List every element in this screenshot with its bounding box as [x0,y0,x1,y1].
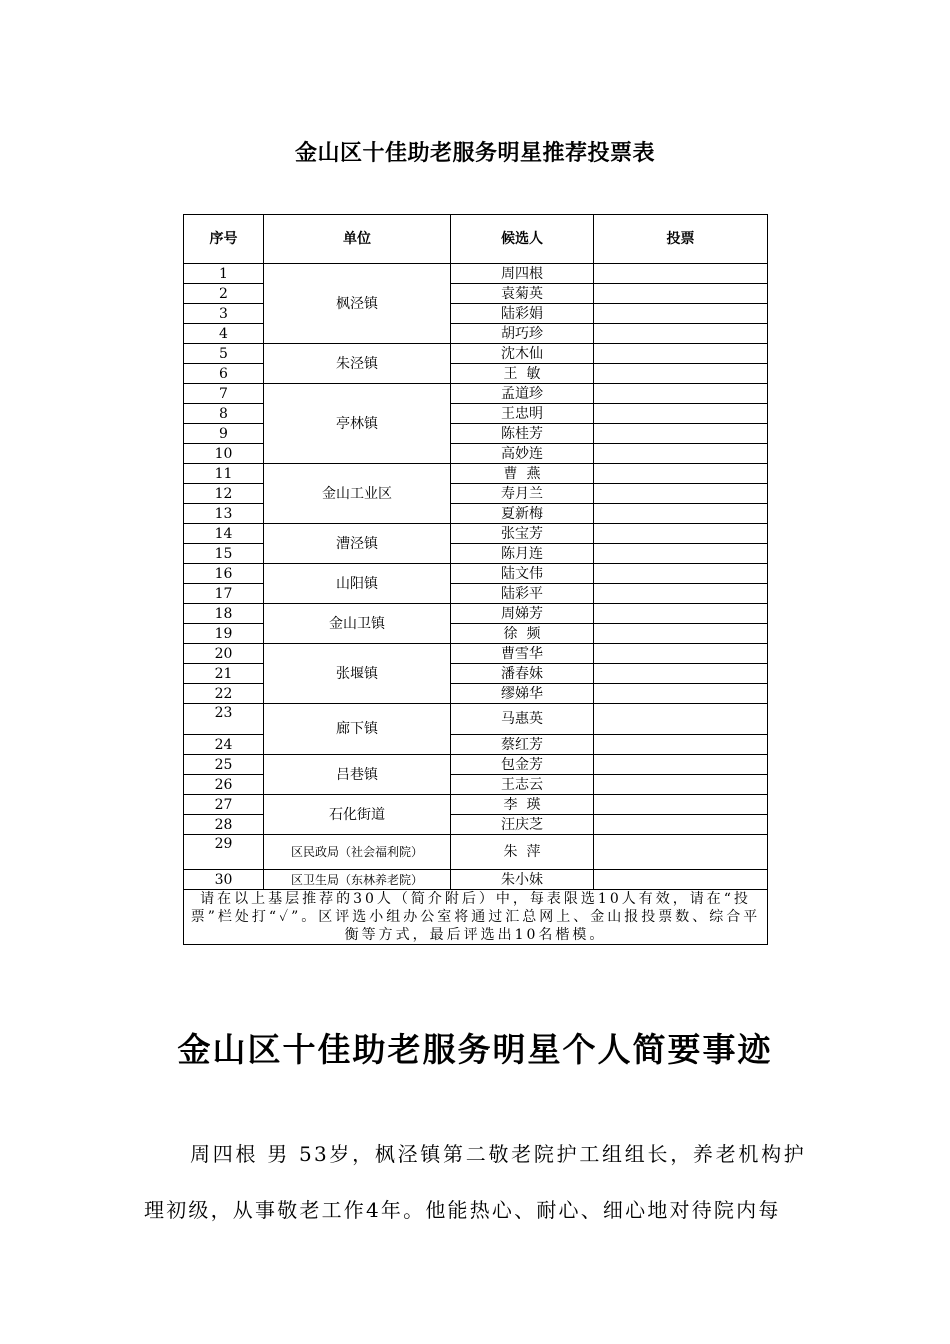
section-title: 金山区十佳助老服务明星个人简要事迹 [177,1030,773,1069]
row-index: 5 [184,344,264,364]
candidate-name: 朱小妹 [451,870,594,890]
candidate-name: 周四根 [451,264,594,284]
candidate-name: 汪庆芝 [451,815,594,835]
candidate-name: 包金芳 [451,755,594,775]
vote-cell[interactable] [594,504,768,524]
vote-cell[interactable] [594,304,768,324]
vote-cell[interactable] [594,484,768,504]
row-index: 15 [184,544,264,564]
row-index: 14 [184,524,264,544]
vote-table [183,214,768,945]
candidate-name: 周娣芳 [451,604,594,624]
candidate-name: 朱 萍 [451,835,594,870]
row-index: 28 [184,815,264,835]
vote-cell[interactable] [594,564,768,584]
unit-cell: 枫泾镇 [264,264,451,344]
row-index: 27 [184,795,264,815]
row-index: 23 [184,704,264,735]
table-row [184,344,768,364]
table-note: 请在以上基层推荐的30人（简介附后）中，每表限选10人有效，请在“投票”栏处打“✓”。区评选小组办公室将通过汇总网上、金山报投票数、综合平衡等方式，最后评选出10名楷模。 [184,890,768,945]
row-index: 4 [184,324,264,344]
vote-cell[interactable] [594,795,768,815]
header-index: 序号 [184,215,264,264]
vote-cell[interactable] [594,364,768,384]
unit-cell: 亭林镇 [264,384,451,464]
row-index: 29 [184,835,264,870]
row-index: 30 [184,870,264,890]
candidate-name: 寿月兰 [451,484,594,504]
candidate-name: 曹雪华 [451,644,594,664]
row-index: 18 [184,604,264,624]
row-index: 2 [184,284,264,304]
vote-cell[interactable] [594,644,768,664]
row-index: 17 [184,584,264,604]
vote-cell[interactable] [594,404,768,424]
candidate-name: 袁菊英 [451,284,594,304]
candidate-name: 张宝芳 [451,524,594,544]
table-row [184,795,768,815]
table-row [184,704,768,735]
table-header-row [184,215,768,264]
row-index: 20 [184,644,264,664]
unit-cell: 廊下镇 [264,704,451,755]
vote-cell[interactable] [594,444,768,464]
unit-cell: 区民政局（社会福利院） [264,835,451,870]
vote-cell[interactable] [594,835,768,870]
row-index: 9 [184,424,264,444]
vote-cell[interactable] [594,870,768,890]
row-index: 8 [184,404,264,424]
candidate-name: 缪娣华 [451,684,594,704]
vote-cell[interactable] [594,815,768,835]
candidate-name: 徐 频 [451,624,594,644]
candidate-name: 陆彩平 [451,584,594,604]
table-row [184,644,768,664]
candidate-name: 王忠明 [451,404,594,424]
candidate-name: 夏新梅 [451,504,594,524]
vote-cell[interactable] [594,384,768,404]
vote-cell[interactable] [594,664,768,684]
row-index: 16 [184,564,264,584]
candidate-name: 陈月连 [451,544,594,564]
row-index: 7 [184,384,264,404]
row-index: 26 [184,775,264,795]
unit-cell: 吕巷镇 [264,755,451,795]
candidate-name: 王志云 [451,775,594,795]
unit-cell: 石化街道 [264,795,451,835]
row-index: 1 [184,264,264,284]
table-row [184,564,768,584]
candidate-name: 陆彩娟 [451,304,594,324]
row-index: 3 [184,304,264,324]
biography-paragraph: 周四根 男 53岁，枫泾镇第二敬老院护工组组长，养老机构护理初级，从事敬老工作4年。他能热心、耐心、细心地对待院内每 [144,1142,806,1222]
vote-cell[interactable] [594,464,768,484]
table-row [184,524,768,544]
vote-cell[interactable] [594,424,768,444]
table-row [184,755,768,775]
candidate-name: 陆文伟 [451,564,594,584]
vote-cell[interactable] [594,344,768,364]
vote-cell[interactable] [594,775,768,795]
header-candidate: 候选人 [451,215,594,264]
row-index: 12 [184,484,264,504]
unit-cell: 张堰镇 [264,644,451,704]
vote-cell[interactable] [594,604,768,624]
row-index: 6 [184,364,264,384]
vote-cell[interactable] [594,544,768,564]
vote-cell[interactable] [594,704,768,735]
candidate-name: 孟道珍 [451,384,594,404]
page-title: 金山区十佳助老服务明星推荐投票表 [294,140,655,166]
unit-cell: 区卫生局（东林养老院） [264,870,451,890]
row-index: 24 [184,735,264,755]
vote-cell[interactable] [594,624,768,644]
candidate-name: 高妙连 [451,444,594,464]
candidate-name: 李 瑛 [451,795,594,815]
candidate-name: 马惠英 [451,704,594,735]
candidate-name: 曹 燕 [451,464,594,484]
vote-cell[interactable] [594,524,768,544]
row-index: 13 [184,504,264,524]
candidate-name: 王 敏 [451,364,594,384]
table-row [184,870,768,890]
vote-cell[interactable] [594,755,768,775]
candidate-name: 胡巧珍 [451,324,594,344]
row-index: 19 [184,624,264,644]
header-vote: 投票 [594,215,768,264]
unit-cell: 朱泾镇 [264,344,451,384]
row-index: 10 [184,444,264,464]
candidate-name: 沈木仙 [451,344,594,364]
row-index: 25 [184,755,264,775]
vote-cell[interactable] [594,735,768,755]
table-row [184,604,768,624]
candidate-name: 陈桂芳 [451,424,594,444]
vote-cell[interactable] [594,584,768,604]
candidate-name: 蔡红芳 [451,735,594,755]
vote-cell[interactable] [594,264,768,284]
unit-cell: 漕泾镇 [264,524,451,564]
row-index: 11 [184,464,264,484]
vote-cell[interactable] [594,684,768,704]
header-unit: 单位 [264,215,451,264]
table-row [184,384,768,404]
row-index: 21 [184,664,264,684]
table-row [184,464,768,484]
candidate-name: 潘春妹 [451,664,594,684]
vote-cell[interactable] [594,284,768,304]
unit-cell: 金山卫镇 [264,604,451,644]
unit-cell: 山阳镇 [264,564,451,604]
table-row [184,835,768,870]
unit-cell: 金山工业区 [264,464,451,524]
row-index: 22 [184,684,264,704]
vote-cell[interactable] [594,324,768,344]
table-row [184,264,768,284]
